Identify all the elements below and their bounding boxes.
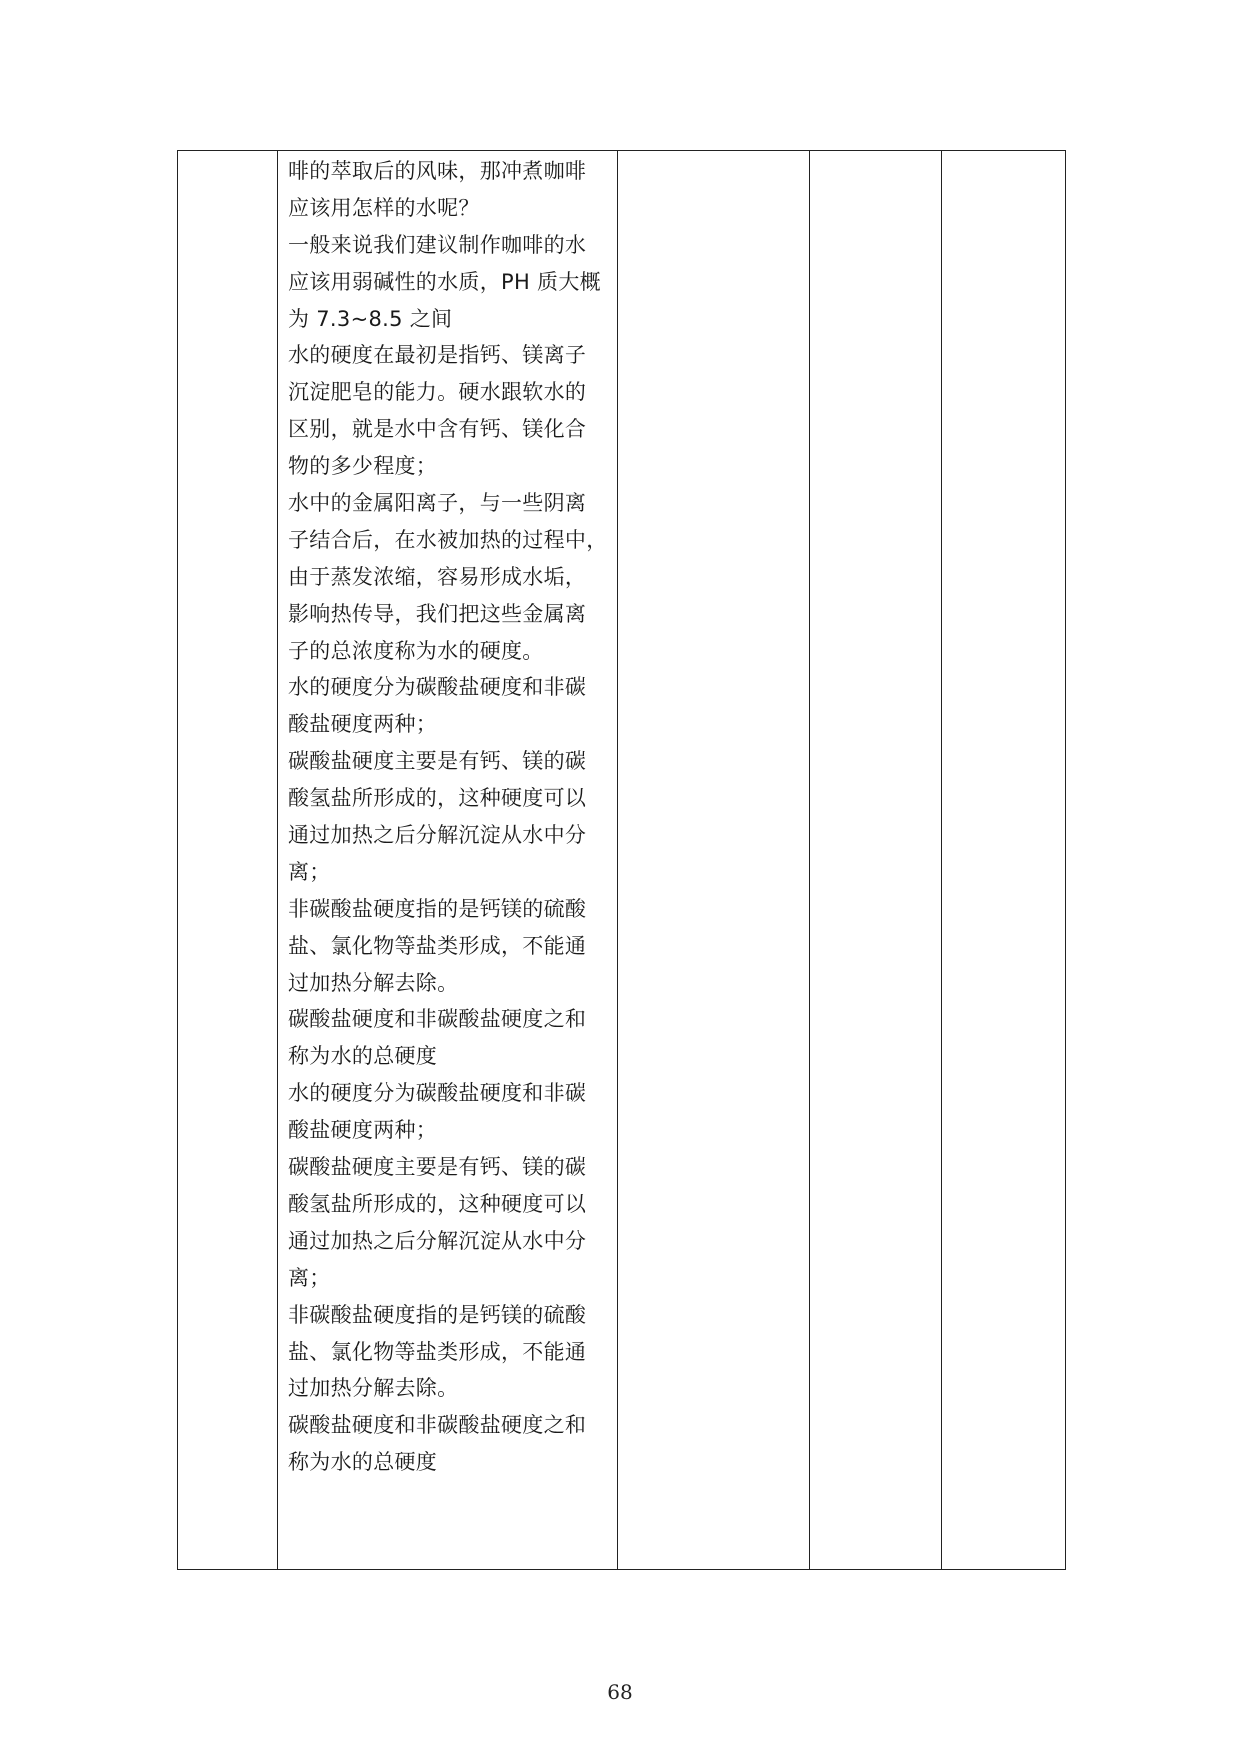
content-line: 离； xyxy=(288,1265,331,1290)
table-row xyxy=(178,151,1066,1570)
page-number: 68 xyxy=(607,1680,633,1704)
table-cell-empty-4 xyxy=(810,151,942,1570)
table-cell-empty-3 xyxy=(618,151,810,1570)
content-line: 离； xyxy=(288,859,331,884)
content-line: 通过加热之后分解沉淀从水中分 xyxy=(288,1228,587,1253)
content-line: 酸盐硬度两种； xyxy=(288,712,438,737)
lesson-plan-table xyxy=(177,150,1066,1570)
content-line: 过加热分解去除。 xyxy=(288,1376,459,1401)
content-line: 通过加热之后分解沉淀从水中分 xyxy=(288,823,587,848)
content-line: 影响热传导，我们把这些金属离 xyxy=(288,601,587,626)
content-line: 水中的金属阳离子，与一些阴离 xyxy=(288,491,587,516)
content-line: 为 7.3~8.5 之间 xyxy=(288,306,453,331)
content-line: 盐、氯化物等盐类形成，不能通 xyxy=(288,933,587,958)
content-line: 水的硬度分为碳酸盐硬度和非碳 xyxy=(288,1081,587,1106)
content-line: 应该用怎样的水呢？ xyxy=(288,195,480,220)
content-line: 子的总浓度称为水的硬度。 xyxy=(288,638,544,663)
content-line: 称为水的总硬度 xyxy=(288,1044,438,1069)
content-line: 子结合后，在水被加热的过程中， xyxy=(288,527,608,552)
content-line: 碳酸盐硬度主要是有钙、镁的碳 xyxy=(288,1155,587,1180)
content-line: 物的多少程度； xyxy=(288,454,438,479)
content-line: 沉淀肥皂的能力。硬水跟软水的 xyxy=(288,380,587,405)
content-line: 由于蒸发浓缩，容易形成水垢， xyxy=(288,564,587,589)
content-text-block xyxy=(278,151,617,1481)
table-cell-content xyxy=(278,151,618,1570)
table-cell-empty-1 xyxy=(178,151,278,1570)
content-line: 盐、氯化物等盐类形成，不能通 xyxy=(288,1339,587,1364)
content-line: 非碳酸盐硬度指的是钙镁的硫酸 xyxy=(288,1302,587,1327)
content-line: 酸氢盐所形成的，这种硬度可以 xyxy=(288,1191,587,1216)
content-line: 酸盐硬度两种； xyxy=(288,1118,438,1143)
content-line: 酸氢盐所形成的，这种硬度可以 xyxy=(288,786,587,811)
content-line: 非碳酸盐硬度指的是钙镁的硫酸 xyxy=(288,896,587,921)
content-line: 水的硬度在最初是指钙、镁离子 xyxy=(288,343,587,368)
content-line: 应该用弱碱性的水质，PH 质大概 xyxy=(288,269,601,294)
table-cell-empty-5 xyxy=(942,151,1066,1570)
content-line: 啡的萃取后的风味，那冲煮咖啡 xyxy=(288,159,587,183)
content-line: 水的硬度分为碳酸盐硬度和非碳 xyxy=(288,675,587,700)
content-line: 一般来说我们建议制作咖啡的水 xyxy=(288,232,587,257)
content-line: 区别，就是水中含有钙、镁化合 xyxy=(288,417,587,442)
content-line: 称为水的总硬度 xyxy=(288,1450,438,1475)
content-line: 碳酸盐硬度主要是有钙、镁的碳 xyxy=(288,749,587,774)
content-line: 过加热分解去除。 xyxy=(288,970,459,995)
content-line: 碳酸盐硬度和非碳酸盐硬度之和 xyxy=(288,1007,587,1032)
content-line: 碳酸盐硬度和非碳酸盐硬度之和 xyxy=(288,1413,587,1438)
